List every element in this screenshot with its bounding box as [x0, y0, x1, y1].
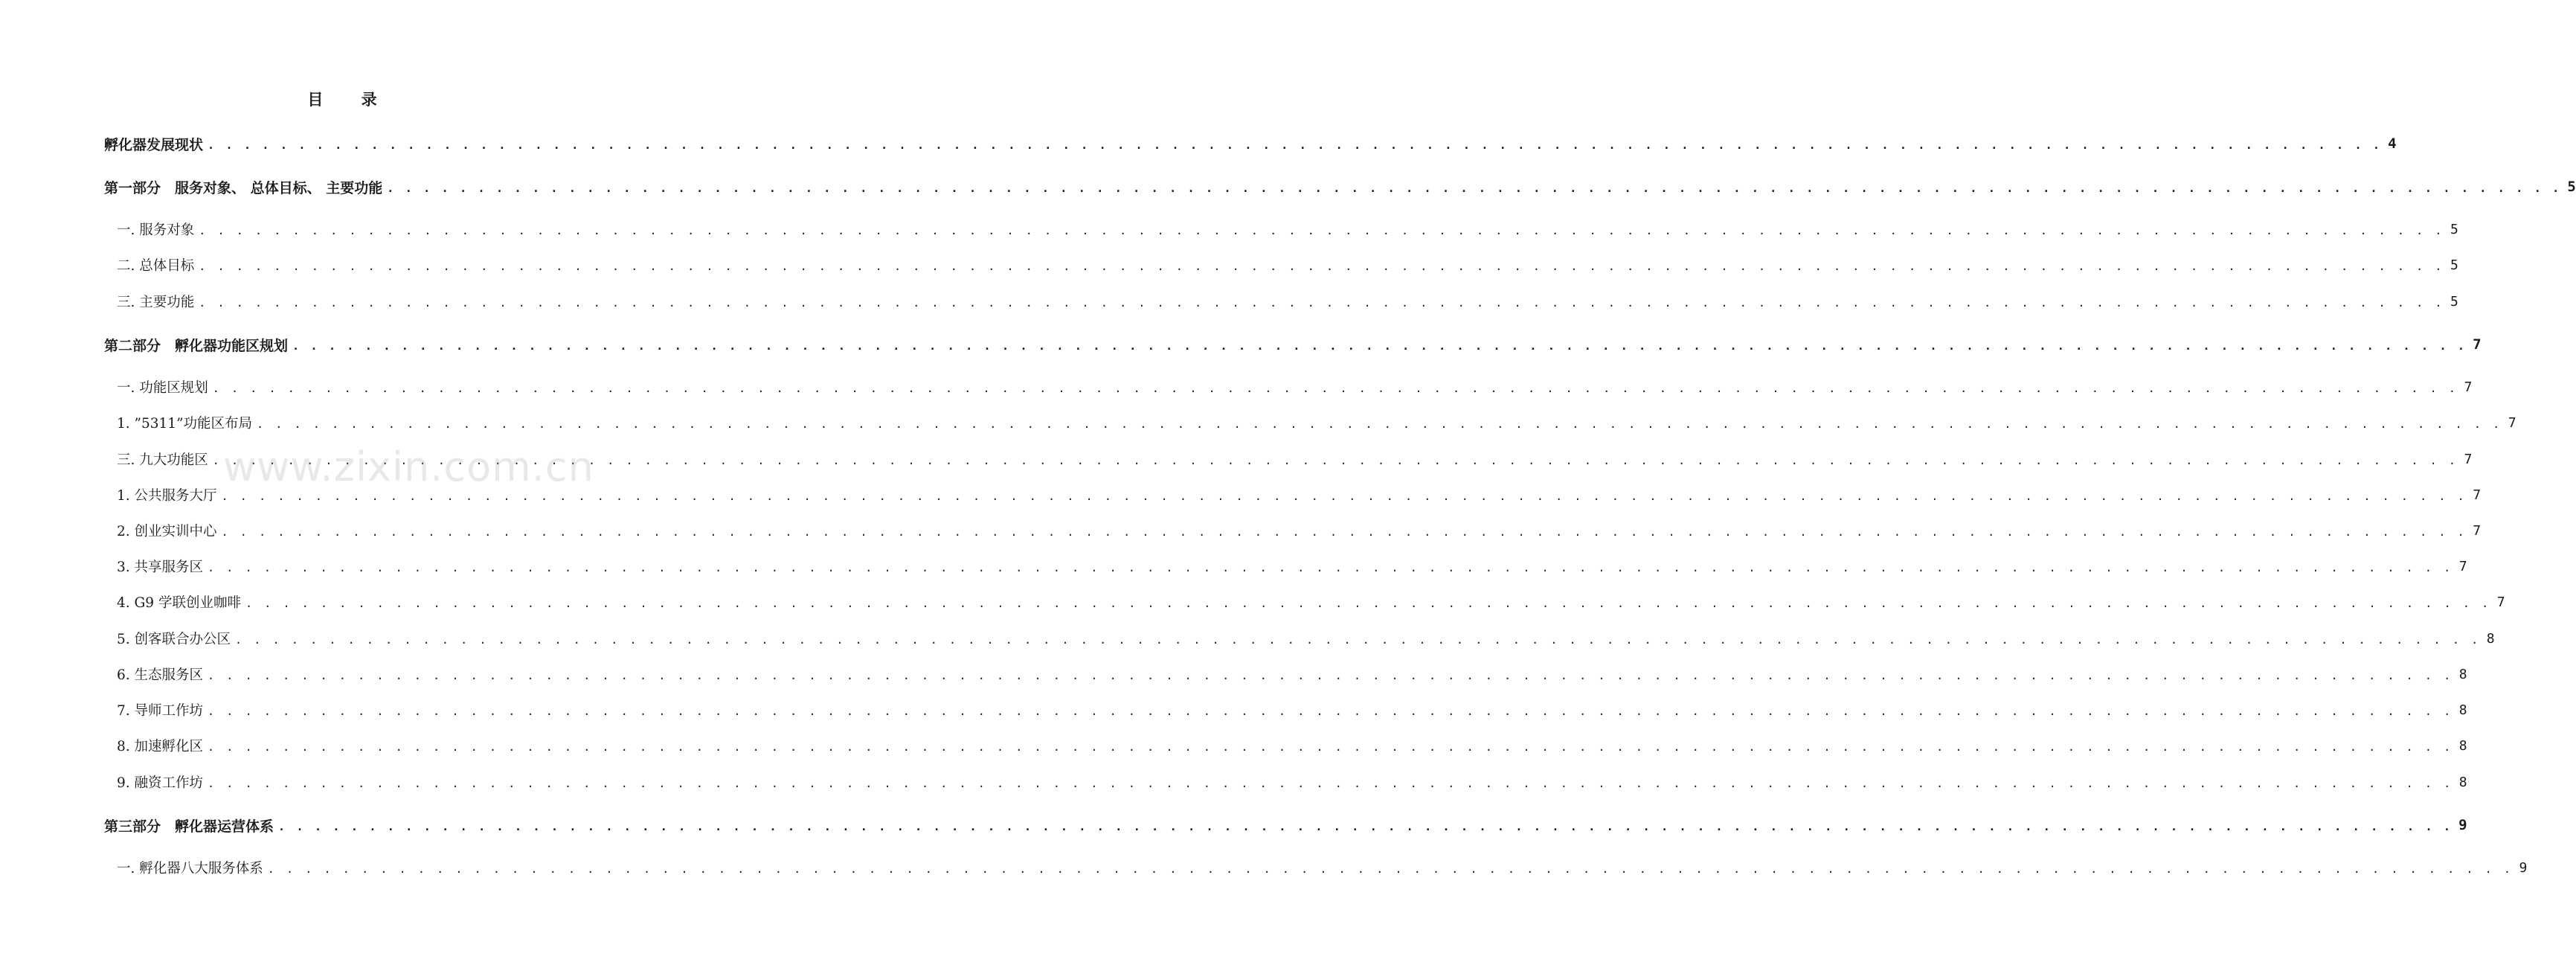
toc-page-number: 7 [2464, 379, 2473, 395]
toc-entry-text: 一. 功能区规划 [117, 380, 208, 396]
toc-dot-leader: . . . . . . . . . . . . . . . . . . . . . . . . . . . . . . . . . . . . . . . . . . . . . . . . . . . . . . . . . . . . . . . . . . . . . . . . . . . . . . . . . . . . . . . . . . . . . . . . . . . . . . . . . . . . . . . . . . . . . . . . [208, 705, 2453, 718]
watermark: www.zixin.com.cn [223, 443, 594, 490]
toc-dot-leader: . . . . . . . . . . . . . . . . . . . . . . . . . . . . . . . . . . . . . . . . . . . . . . . . . . . . . . . . . . . . . . . . . . . . . . . . . . . . . . . . . . . . . . . . . . . . . . . . . . . . . . . . . . . . . . . . . . . . . . . . [208, 561, 2453, 574]
toc-dot-leader: . . . . . . . . . . . . . . . . . . . . . . . . . . . . . . . . . . . . . . . . . . . . . . . . . . . . . . . . . . . . . . . . . . . . . . . . . . . . . . . . . . . . . . . . . . . . . . . . . . . . . . . . . . . . . . . . . . . . . . . . [208, 669, 2453, 682]
toc-page-number: 7 [2473, 487, 2482, 503]
toc-dot-leader: . . . . . . . . . . . . . . . . . . . . . . . . . . . . . . . . . . . . . . . . . . . . . . . . . . . . . . . . . . . . . . . . . . . . . . . . . . . . . . . . . . . . . . . . . . . . . . . . . . . . . . . . . . . . . . . . . . . . . . . . [208, 740, 2453, 754]
toc-subsection-entry[interactable] [117, 411, 2516, 434]
toc-dot-leader: . . . . . . . . . . . . . . . . . . . . . . . . . . . . . . . . . . . . . . . . . . . . . . . . . . . . . . . . . . . . . . . . . . . . . . . . . . . . . . . . . . . . . . . . . . . . . . . . . . . . . . . . . . . . . . . . . . . . . . . . [199, 224, 2445, 237]
toc-dot-leader: . . . . . . . . . . . . . . . . . . . . . . . . . . . . . . . . . . . . . . . . . . . . . . . . . . . . . . . . . . . . . . . . . . . . . . . . . . . . . . . . . . . . . . . . . . . . . . . . . . . . . . . . . . . . . . . . . . . . . . . . [245, 597, 2491, 610]
toc-subsection-entry[interactable] [117, 856, 2528, 879]
toc-page-number: 8 [2486, 630, 2495, 647]
toc-page-number: 8 [2458, 666, 2467, 682]
toc-dot-leader: . . . . . . . . . . . . . . . . . . . . . . . . . . . . . . . . . . . . . . . . . . . . . . . . . . . . . . . . . . . . . . . . . . . . . . . . . . . . . . . . . . . . . . . . . . . . . . . . . . . . . . . . . . . . . . . . . . . . . . . . [199, 260, 2445, 273]
toc-page-number: 5 [2567, 179, 2576, 195]
toc-subsection-entry[interactable] [117, 484, 2482, 506]
toc-entry-text: 一. 孵化器八大服务体系 [117, 861, 263, 876]
toc-page-number: 9 [2519, 859, 2528, 876]
toc-page-number: 8 [2458, 774, 2467, 790]
toc-subsection-entry[interactable] [117, 376, 2473, 398]
toc-subsection-entry[interactable] [117, 699, 2467, 721]
toc-section-entry[interactable] [104, 814, 2467, 836]
toc-page-number: 7 [2508, 414, 2516, 431]
toc-section-entry[interactable] [104, 132, 2397, 155]
toc-entry-text: 5. 创客联合办公区 [117, 632, 231, 647]
toc-dot-leader: . . . . . . . . . . . . . . . . . . . . . . . . . . . . . . . . . . . . . . . . . . . . . . . . . . . . . . . . . . . . . . . . . . . . . . . . . . . . . . . . . . . . . . . . . . . . . . . . . . . . . . . . . . . . . . . . . . . . . . . . [208, 138, 2383, 152]
toc-page-number: 5 [2450, 257, 2458, 273]
toc-page-number: 7 [2473, 522, 2482, 539]
toc-dot-leader: . . . . . . . . . . . . . . . . . . . . . . . . . . . . . . . . . . . . . . . . . . . . . . . . . . . . . . . . . . . . . . . . . . . . . . . . . . . . . . . . . . . . . . . . . . . . . . . . . . . . . . . . . . . . . . . . . . . . . . . . [212, 382, 2458, 395]
toc-dot-leader: . . . . . . . . . . . . . . . . . . . . . . . . . . . . . . . . . . . . . . . . . . . . . . . . . . . . . . . . . . . . . . . . . . . . . . . . . . . . . . . . . . . . . . . . . . . . . . . . . . . . . . . . . . . . . . . . . . . . . . . . [235, 633, 2481, 647]
toc-subsection-entry[interactable] [117, 627, 2495, 650]
toc-entry-text: 三. 主要功能 [117, 295, 195, 310]
toc-entry-text: 第二部分 孵化器功能区规划 [104, 337, 289, 354]
toc-subsection-entry[interactable] [117, 290, 2458, 312]
toc-page-number: 4 [2388, 135, 2397, 152]
toc-dot-leader: . . . . . . . . . . . . . . . . . . . . . . . . . . . . . . . . . . . . . . . . . . . . . . . . . . . . . . . . . . . . . . . . . . . . . . . . . . . . . . . . . . . . . . . . . . . . . . . . . . . . . . . . . . . . . . . . . . . . . . . . [278, 820, 2453, 833]
toc-entry-text: 3. 共享服务区 [117, 560, 204, 575]
toc-subsection-entry[interactable] [117, 519, 2482, 542]
toc-subsection-entry[interactable] [117, 254, 2458, 276]
toc-subsection-entry[interactable] [117, 734, 2467, 757]
toc-entry-text: 一. 服务对象 [117, 222, 195, 238]
toc-entry-text: 9. 融资工作坊 [117, 775, 204, 791]
toc-entry-text: 4. G9 学联创业咖啡 [117, 595, 241, 611]
toc-dot-leader: . . . . . . . . . . . . . . . . . . . . . . . . . . . . . . . . . . . . . . . . . . . . . . . . . . . . . . . . . . . . . . . . . . . . . . . . . . . . . . . . . . . . . . . . . . . . . . . . . . . . . . . . . . . . . . . . . . . . . . . . [212, 454, 2458, 467]
toc-page-number: 5 [2450, 293, 2458, 310]
toc-dot-leader: . . . . . . . . . . . . . . . . . . . . . . . . . . . . . . . . . . . . . . . . . . . . . . . . . . . . . . . . . . . . . . . . . . . . . . . . . . . . . . . . . . . . . . . . . . . . . . . . . . . . . . . . . . . . . . . . . . . . . . . . [387, 182, 2562, 195]
toc-section-entry[interactable] [104, 176, 2576, 198]
toc-dot-leader: . . . . . . . . . . . . . . . . . . . . . . . . . . . . . . . . . . . . . . . . . . . . . . . . . . . . . . . . . . . . . . . . . . . . . . . . . . . . . . . . . . . . . . . . . . . . . . . . . . . . . . . . . . . . . . . . . . . . . . . . [221, 490, 2467, 503]
toc-subsection-entry[interactable] [117, 663, 2467, 685]
toc-page-number: 9 [2458, 817, 2467, 833]
toc-dot-leader: . . . . . . . . . . . . . . . . . . . . . . . . . . . . . . . . . . . . . . . . . . . . . . . . . . . . . . . . . . . . . . . . . . . . . . . . . . . . . . . . . . . . . . . . . . . . . . . . . . . . . . . . . . . . . . . . . . . . . . . . [221, 525, 2467, 539]
toc-entry-text: 二. 总体目标 [117, 258, 195, 274]
toc-page-number: 8 [2458, 702, 2467, 718]
toc-entry-text: 2. 创业实训中心 [117, 524, 217, 539]
toc-page-number: 7 [2473, 336, 2482, 353]
toc-entry-text: 8. 加速孵化区 [117, 739, 204, 754]
toc-entry-text: 第三部分 孵化器运营体系 [104, 818, 274, 835]
toc-page-number: 8 [2458, 737, 2467, 754]
toc-entry-text: 三. 九大功能区 [117, 452, 208, 468]
toc-page-number: 7 [2496, 594, 2505, 610]
toc-page-number: 7 [2464, 451, 2473, 467]
toc-dot-leader: . . . . . . . . . . . . . . . . . . . . . . . . . . . . . . . . . . . . . . . . . . . . . . . . . . . . . . . . . . . . . . . . . . . . . . . . . . . . . . . . . . . . . . . . . . . . . . . . . . . . . . . . . . . . . . . . . . . . . . . . [257, 417, 2502, 431]
toc-dot-leader: . . . . . . . . . . . . . . . . . . . . . . . . . . . . . . . . . . . . . . . . . . . . . . . . . . . . . . . . . . . . . . . . . . . . . . . . . . . . . . . . . . . . . . . . . . . . . . . . . . . . . . . . . . . . . . . . . . . . . . . . [199, 296, 2445, 310]
toc-dot-leader: . . . . . . . . . . . . . . . . . . . . . . . . . . . . . . . . . . . . . . . . . . . . . . . . . . . . . . . . . . . . . . . . . . . . . . . . . . . . . . . . . . . . . . . . . . . . . . . . . . . . . . . . . . . . . . . . . . . . . . . . [292, 339, 2467, 353]
toc-subsection-entry[interactable] [117, 218, 2458, 240]
toc-entry-text: 孵化器发展现状 [104, 136, 204, 153]
toc-subsection-entry[interactable] [117, 591, 2505, 613]
toc-entry-text: 1. 公共服务大厅 [117, 488, 217, 504]
toc-entry-text: 7. 导师工作坊 [117, 703, 204, 719]
toc-dot-leader: . . . . . . . . . . . . . . . . . . . . . . . . . . . . . . . . . . . . . . . . . . . . . . . . . . . . . . . . . . . . . . . . . . . . . . . . . . . . . . . . . . . . . . . . . . . . . . . . . . . . . . . . . . . . . . . . . . . . . . . . [208, 777, 2453, 790]
toc-subsection-entry[interactable] [117, 771, 2467, 793]
toc-subsection-entry[interactable] [117, 555, 2467, 577]
toc-subsection-entry[interactable] [117, 448, 2473, 470]
toc-dot-leader: . . . . . . . . . . . . . . . . . . . . . . . . . . . . . . . . . . . . . . . . . . . . . . . . . . . . . . . . . . . . . . . . . . . . . . . . . . . . . . . . . . . . . . . . . . . . . . . . . . . . . . . . . . . . . . . . . . . . . . . . [267, 862, 2514, 876]
toc-title: 目 录 [307, 90, 394, 109]
toc-entry-text: 第一部分 服务对象、 总体目标、 主要功能 [104, 179, 383, 196]
toc-section-entry[interactable] [104, 333, 2482, 356]
toc-entry-text: 1. ”5311”功能区布局 [117, 416, 253, 432]
toc-page-number: 5 [2450, 221, 2458, 237]
toc-page-number: 7 [2458, 558, 2467, 574]
toc-entry-text: 6. 生态服务区 [117, 667, 204, 683]
